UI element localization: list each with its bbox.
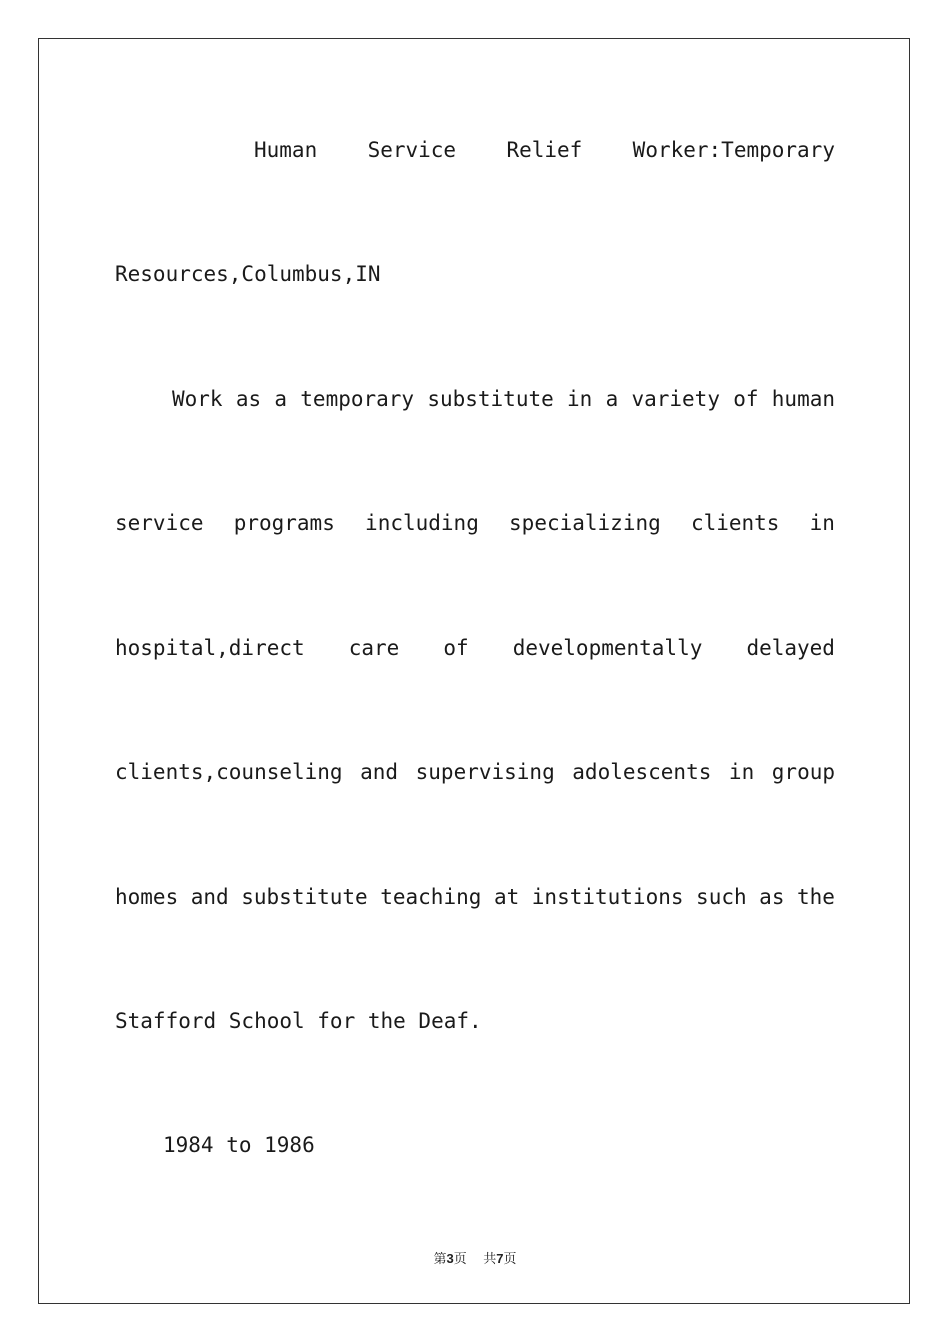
- word: substitute: [427, 387, 554, 411]
- word: Human: [254, 138, 318, 162]
- total-pages: 7: [496, 1251, 504, 1266]
- body-line-2: Resources,Columbus,IN: [115, 262, 381, 286]
- word: clients: [690, 511, 780, 535]
- word: in: [809, 511, 835, 535]
- word: delayed: [746, 636, 835, 660]
- total-prefix: 共: [483, 1252, 497, 1267]
- word: as: [759, 885, 785, 909]
- word: in: [728, 760, 755, 784]
- body-line-3: [172, 385, 835, 413]
- word: clients,counseling: [115, 760, 343, 784]
- body-line-8: Stafford School for the Deaf.: [115, 1009, 482, 1033]
- word: Worker:Temporary: [632, 138, 835, 162]
- word: the: [797, 885, 835, 909]
- word: Relief: [506, 138, 583, 162]
- word: supervising: [415, 760, 555, 784]
- word: and: [360, 760, 399, 784]
- word: programs: [233, 511, 335, 535]
- page-number: 3: [446, 1251, 454, 1266]
- word: including: [365, 511, 479, 535]
- total-suffix: 页: [503, 1252, 517, 1267]
- word: temporary: [300, 387, 415, 411]
- body-line-6: [115, 758, 835, 786]
- word: hospital,direct: [115, 636, 305, 660]
- word: care: [348, 636, 400, 660]
- body-line-4: [115, 509, 835, 537]
- word: substitute: [241, 885, 368, 909]
- page-suffix: 页: [453, 1252, 467, 1267]
- page-border: [38, 38, 910, 1304]
- word: such: [696, 885, 747, 909]
- word: homes: [115, 885, 179, 909]
- body-line-7: [115, 883, 835, 911]
- word: of: [443, 636, 469, 660]
- word: service: [115, 511, 204, 535]
- word: teaching: [380, 885, 482, 909]
- body-line-9: 1984 to 1986: [163, 1133, 315, 1157]
- page-footer: [0, 1248, 950, 1267]
- word: human: [771, 387, 835, 411]
- word: as: [235, 387, 262, 411]
- word: institutions: [531, 885, 684, 909]
- word: a: [605, 387, 619, 411]
- word: a: [274, 387, 288, 411]
- word: at: [493, 885, 520, 909]
- word: in: [567, 387, 593, 411]
- word: and: [190, 885, 229, 909]
- body-line-5: [115, 634, 835, 662]
- word: Service: [367, 138, 457, 162]
- word: variety: [631, 387, 720, 411]
- page-prefix: 第: [433, 1252, 447, 1267]
- word: developmentally: [512, 636, 703, 660]
- word: group: [771, 760, 835, 784]
- body-line-1: [254, 136, 835, 164]
- word: specializing: [509, 511, 661, 535]
- word: Work: [172, 387, 223, 411]
- word: adolescents: [572, 760, 712, 784]
- word: of: [733, 387, 759, 411]
